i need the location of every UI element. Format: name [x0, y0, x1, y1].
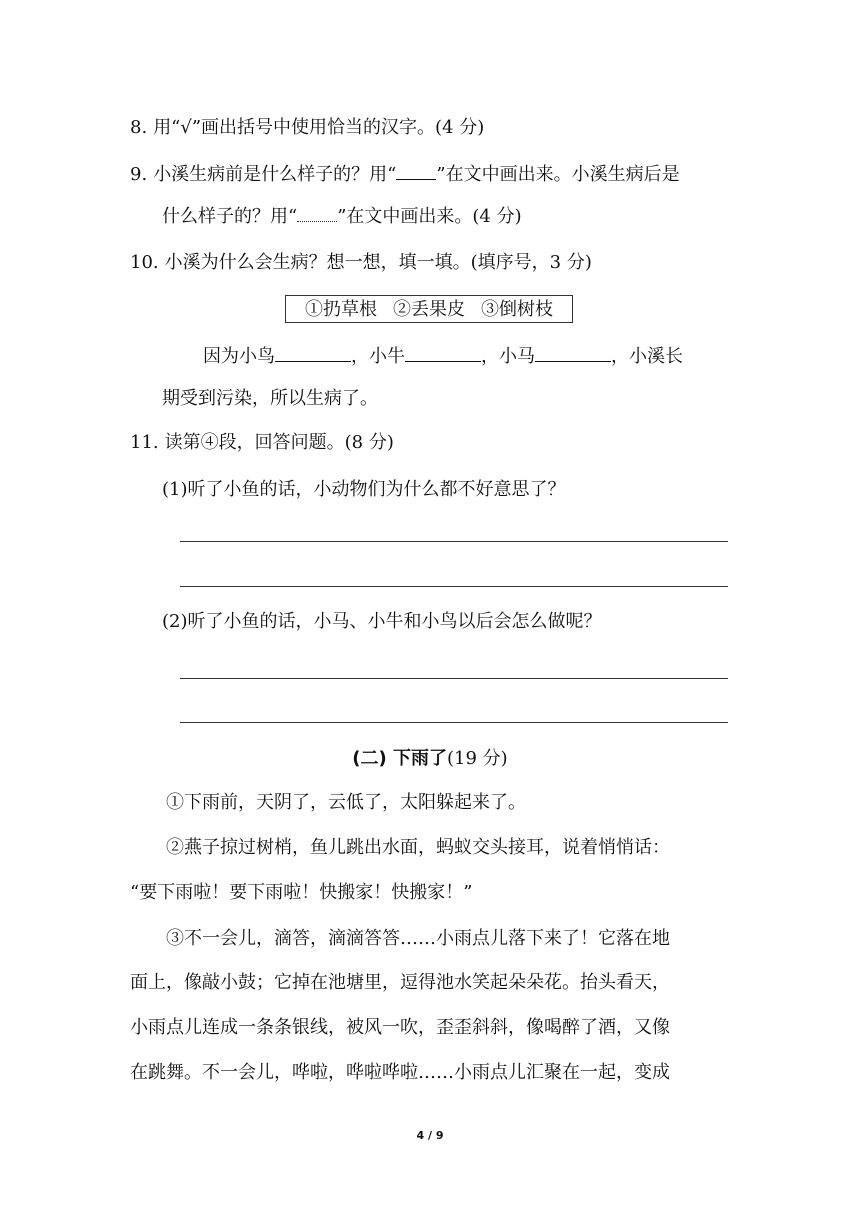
paragraph-text: 在跳舞。不一会儿，哗啦，哗啦哗啦……小雨点儿汇聚在一起，变成 — [130, 1062, 670, 1083]
question-text: 小溪生病前是什么样子的？用“ — [153, 164, 397, 185]
question-text: 小溪为什么会生病？想一想，填一填。(填序号，3 分) — [164, 252, 592, 273]
wavy-line-symbol — [297, 209, 337, 222]
question-11 — [130, 431, 394, 455]
question-number: 11. — [130, 432, 159, 453]
question-11-sub-1 — [162, 478, 566, 502]
option-2: ②丢果皮 — [393, 299, 465, 320]
section-score: (19 分) — [447, 748, 508, 769]
fill-text: ，小牛 — [351, 346, 405, 367]
underline-symbol — [396, 161, 436, 180]
question-11-sub-2 — [162, 610, 602, 634]
sub-question-text: (2)听了小鱼的话，小马、小牛和小鸟以后会怎么做呢？ — [162, 611, 602, 632]
passage-paragraph-3-line-3 — [130, 1016, 670, 1040]
question-9-line-1 — [130, 161, 680, 187]
answer-line[interactable] — [180, 678, 728, 679]
question-9-line-2 — [162, 205, 522, 229]
paragraph-text: ①下雨前，天阴了，云低了，太阳躲起来了。 — [166, 792, 526, 813]
passage-paragraph-2-line-2 — [130, 881, 472, 905]
passage-paragraph-3-line-1 — [166, 927, 670, 951]
passage-paragraph-3-line-2 — [130, 971, 670, 995]
section-title: (二) 下雨了 — [352, 748, 448, 769]
question-text: ”在文中画出来。(4 分) — [337, 206, 522, 227]
answer-blank[interactable] — [275, 343, 351, 362]
question-text: 什么样子的？用“ — [162, 206, 298, 227]
question-text: 读第④段，回答问题。(8 分) — [164, 432, 394, 453]
question-text: 用“√”画出括号中使用恰当的汉字。(4 分) — [153, 117, 485, 138]
paragraph-text: “要下雨啦！要下雨啦！快搬家！快搬家！” — [130, 882, 473, 903]
answer-line[interactable] — [180, 586, 728, 587]
section-heading — [0, 747, 860, 771]
answer-blank[interactable] — [535, 343, 611, 362]
question-number: 8. — [130, 117, 148, 138]
page-number: 4 / 9 — [416, 1129, 444, 1142]
paragraph-text: 小雨点儿连成一条条银线，被风一吹，歪歪斜斜，像喝醉了酒，又像 — [130, 1017, 670, 1038]
fill-text: 因为小鸟 — [203, 346, 275, 367]
paragraph-text: ③不一会儿，滴答，滴滴答答……小雨点儿落下来了！它落在地 — [166, 928, 670, 949]
passage-paragraph-3-line-4 — [130, 1061, 670, 1085]
paragraph-text: 面上，像敲小鼓；它掉在池塘里，逗得池水笑起朵朵花。抬头看天， — [130, 972, 670, 993]
passage-paragraph-2-line-1 — [166, 836, 670, 860]
question-text: ”在文中画出来。小溪生病后是 — [436, 164, 680, 185]
question-10-fill-line-2 — [162, 387, 378, 411]
question-8 — [130, 116, 484, 140]
paragraph-text: ②燕子掠过树梢，鱼儿跳出水面，蚂蚁交头接耳，说着悄悄话： — [166, 837, 670, 858]
question-number: 9. — [130, 164, 148, 185]
fill-text: 期受到污染，所以生病了。 — [162, 388, 378, 409]
fill-text: ，小溪长 — [611, 346, 683, 367]
answer-line[interactable] — [180, 722, 728, 723]
question-10 — [130, 251, 592, 275]
passage-paragraph-1 — [166, 791, 526, 815]
option-3: ③倒树枝 — [481, 299, 553, 320]
answer-blank[interactable] — [405, 343, 481, 362]
question-10-fill-line-1 — [203, 343, 683, 369]
answer-line[interactable] — [180, 541, 728, 542]
option-1: ①扔草根 — [305, 299, 377, 320]
sub-question-text: (1)听了小鱼的话，小动物们为什么都不好意思了？ — [162, 479, 566, 500]
options-box — [285, 295, 573, 323]
question-number: 10. — [130, 252, 159, 273]
fill-text: ，小马 — [481, 346, 535, 367]
